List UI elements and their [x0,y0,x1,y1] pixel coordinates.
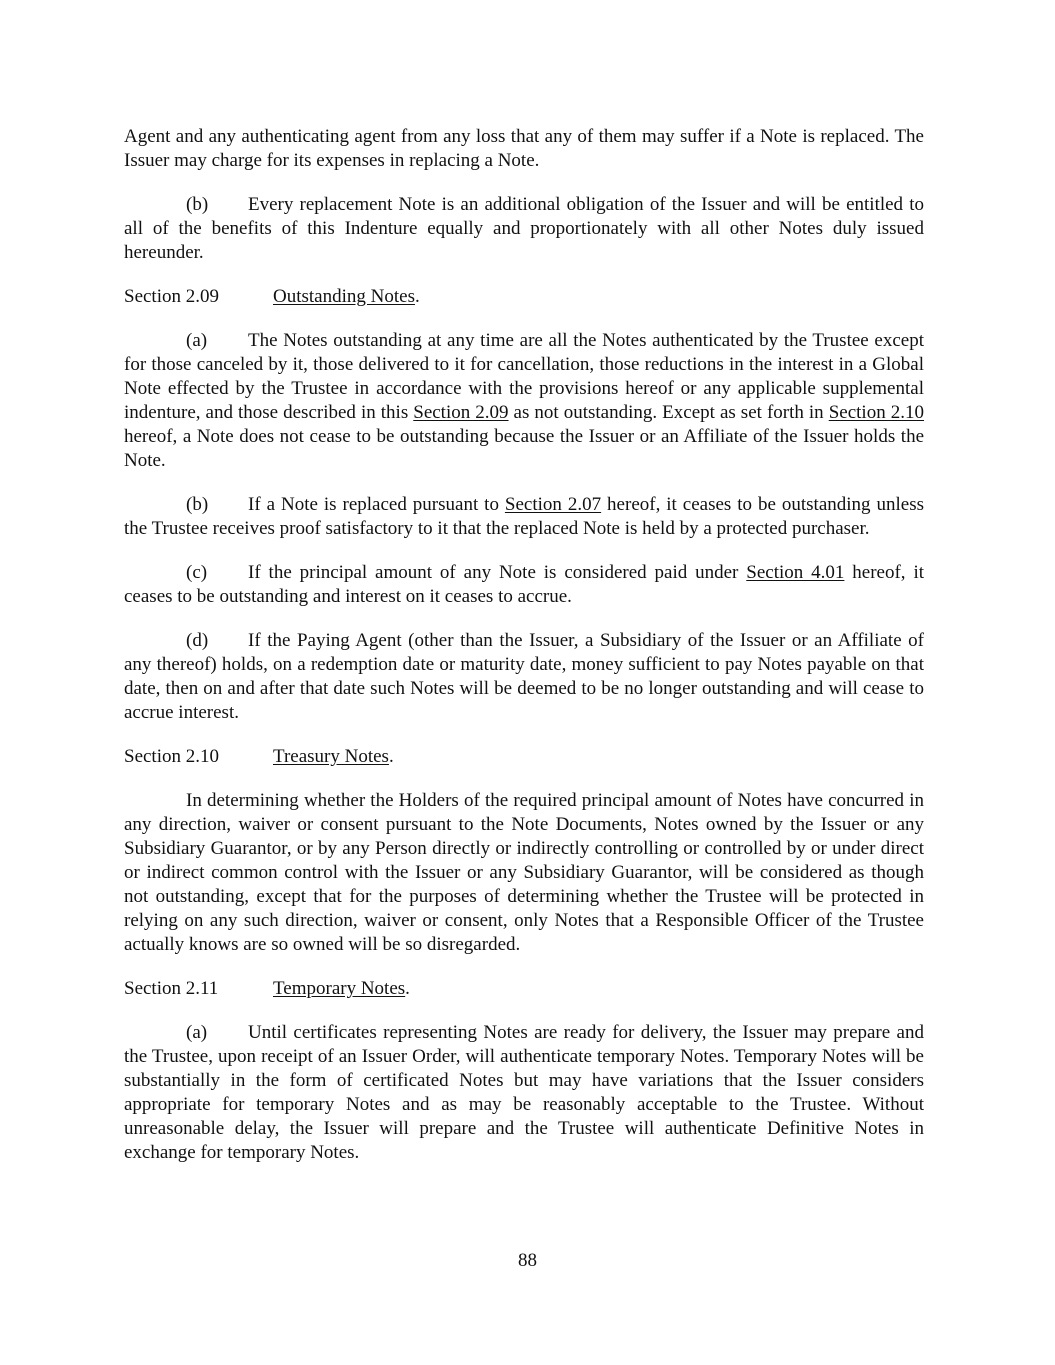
paragraph-2-09-b: (b) If a Note is replaced pursuant to Section 2.07 hereof, it ceases to be outstanding unless the Trustee receives proof satisfactory to it that the replaced Note is held by a protected purchaser. [124,494,924,539]
clause-label: (a) [186,330,208,351]
clause-text: Every replacement Note is an additional obligation of the Issuer and will be entitled to all of the benefits of this Indenture equally and proportionately with all other Notes duly issued hereunder. [124,194,924,263]
section-title: Outstanding Notes [273,286,415,307]
clause-label: (c) [186,562,208,583]
clause-label: (b) [186,194,209,215]
clause-label: (a) [186,1022,208,1043]
section-title: Treasury Notes [273,746,389,767]
paragraph-2-09-c: (c) If the principal amount of any Note is considered paid under Section 4.01 hereof, it ceases to be outstanding and interest on it ceases to accrue. [124,562,925,607]
section-heading-2-10: Section 2.10 Treasury Notes. [124,746,394,767]
document-page [124,125,924,1185]
section-reference-link[interactable]: Section 4.01 [746,562,845,583]
section-reference-link[interactable]: Section 2.07 [504,494,602,515]
paragraph-2-09-d: (d) If the Paying Agent (other than the Issuer, a Subsidiary of the Issuer or an Affiliate of any thereof) holds, on a redemption date or maturity date, money sufficient to pay Notes payable on that date, then on and after that date such Notes will be deemed to be no longer outstanding and will cease to accrue interest. [124,630,924,723]
section-number: Section 2.10 [124,746,219,767]
clause-label: (d) [186,630,209,651]
section-title: Temporary Notes [273,978,406,999]
section-heading-2-11: Section 2.11 Temporary Notes. [124,978,410,999]
clause-label: (b) [186,494,209,515]
section-heading-2-09: Section 2.09 Outstanding Notes. [124,286,420,307]
page-number: 88 [518,1250,537,1271]
paragraph-2-09-a: (a) The Notes outstanding at any time are all the Notes authenticated by the Trustee except for those canceled by it, those delivered to it for cancellation, those reductions in the interest in a Global Note effected by the Trustee in accordance with the provisions hereof or any applicable supplemental indenture, and those described in this Section 2.09 as not outstanding. Except as set forth in Section 2.10 hereof, a Note does not cease to be outstanding because the Issuer or an Affiliate of the Issuer holds the Note. [124,330,924,471]
paragraph-2-11-a: (a) Until certificates representing Notes are ready for delivery, the Issuer may prepare and the Trustee, upon receipt of an Issuer Order, will authenticate temporary Notes. Temporary Notes will be substantially in the form of certificated Notes but may have variations that the Issuer considers appropriate for temporary Notes and as may be reasonably acceptable to the Trustee. Without unreasonable delay, the Issuer will prepare and the Trustee will authenticate Definitive Notes in exchange for temporary Notes. [124,1022,924,1163]
section-reference-link[interactable]: Section 2.09 [413,402,509,423]
section-reference-link[interactable]: Section 2.10 [828,402,924,423]
paragraph-continuation: Agent and any authenticating agent from any loss that any of them may suffer if a Note is replaced. The Issuer may charge for its expenses in replacing a Note. [124,126,924,171]
paragraph-2-10: In determining whether the Holders of the required principal amount of Notes have concurred in any direction, waiver or consent pursuant to the Note Documents, Notes owned by the Issuer or any Subsidiary Guarantor, or by any Person directly or indirectly controlling or controlled by or under direct or indirect common control with the Issuer or any Subsidiary Guarantor, will be considered as though not outstanding, except that for the purposes of determining whether the Trustee will be protected in relying on any such direction, waiver or consent, only Notes that a Responsible Officer of the Trustee actually knows are so owned will be so disregarded. [124,790,924,955]
section-number: Section 2.11 [124,978,219,999]
section-number: Section 2.09 [124,286,219,307]
paragraph-replacement-note [124,193,924,265]
